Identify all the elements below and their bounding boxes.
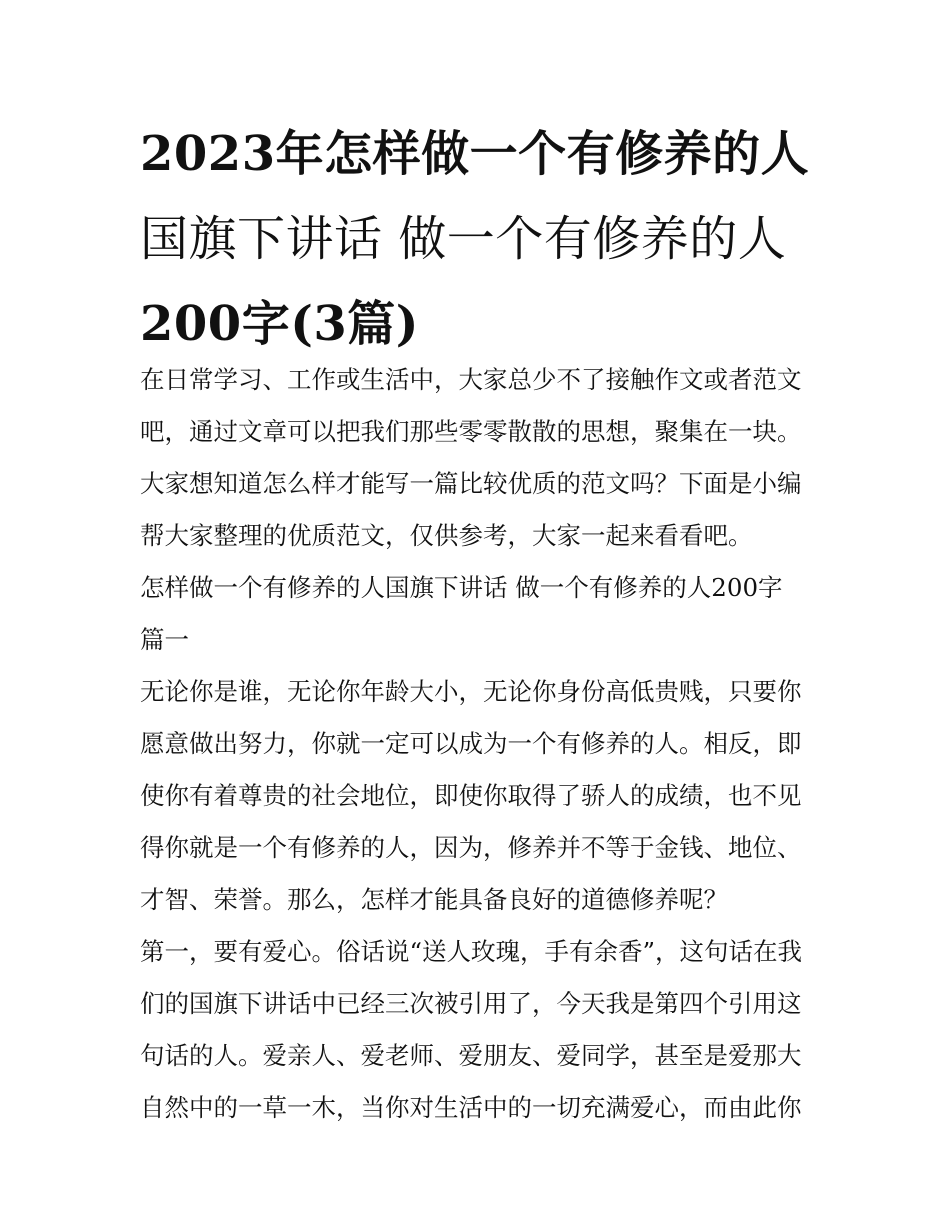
body-line: 无论你是谁，无论你年龄大小，无论你身份高低贵贱，只要你	[140, 677, 802, 706]
title-line-2: 国旗下讲话 做一个有修养的人	[140, 211, 787, 267]
body-line: 才智、荣誉。那么，怎样才能具备良好的道德修养呢？	[140, 885, 728, 914]
document-title	[140, 112, 820, 367]
body-line: 帮大家整理的优质范文，仅供参考，大家一起来看看吧。	[140, 521, 753, 550]
body-line: 第一，要有爱心。俗话说“送人玫瑰，手有余香”，这句话在我	[140, 937, 803, 966]
document-body	[140, 354, 820, 1134]
title-line-3: 200字(3篇)	[140, 296, 420, 352]
body-line: 在日常学习、工作或生活中，大家总少不了接触作文或者范文	[140, 365, 802, 394]
title-line-1: 2023年怎样做一个有修养的人	[140, 126, 810, 182]
section-heading: 怎样做一个有修养的人国旗下讲话 做一个有修养的人200字	[140, 573, 783, 602]
section-heading: 篇一	[140, 625, 189, 654]
body-line: 使你有着尊贵的社会地位，即使你取得了骄人的成绩，也不见	[140, 781, 802, 810]
body-line: 自然中的一草一木，当你对生活中的一切充满爱心，而由此你	[140, 1093, 802, 1122]
body-line: 得你就是一个有修养的人，因为，修养并不等于金钱、地位、	[140, 833, 802, 862]
body-line: 句话的人。爱亲人、爱老师、爱朋友、爱同学，甚至是爱那大	[140, 1041, 802, 1070]
body-line: 愿意做出努力，你就一定可以成为一个有修养的人。相反，即	[140, 729, 802, 758]
body-line: 大家想知道怎么样才能写一篇比较优质的范文吗？下面是小编	[140, 469, 802, 498]
body-line: 们的国旗下讲话中已经三次被引用了，今天我是第四个引用这	[140, 989, 802, 1018]
body-line: 吧，通过文章可以把我们那些零零散散的思想，聚集在一块。	[140, 417, 802, 446]
